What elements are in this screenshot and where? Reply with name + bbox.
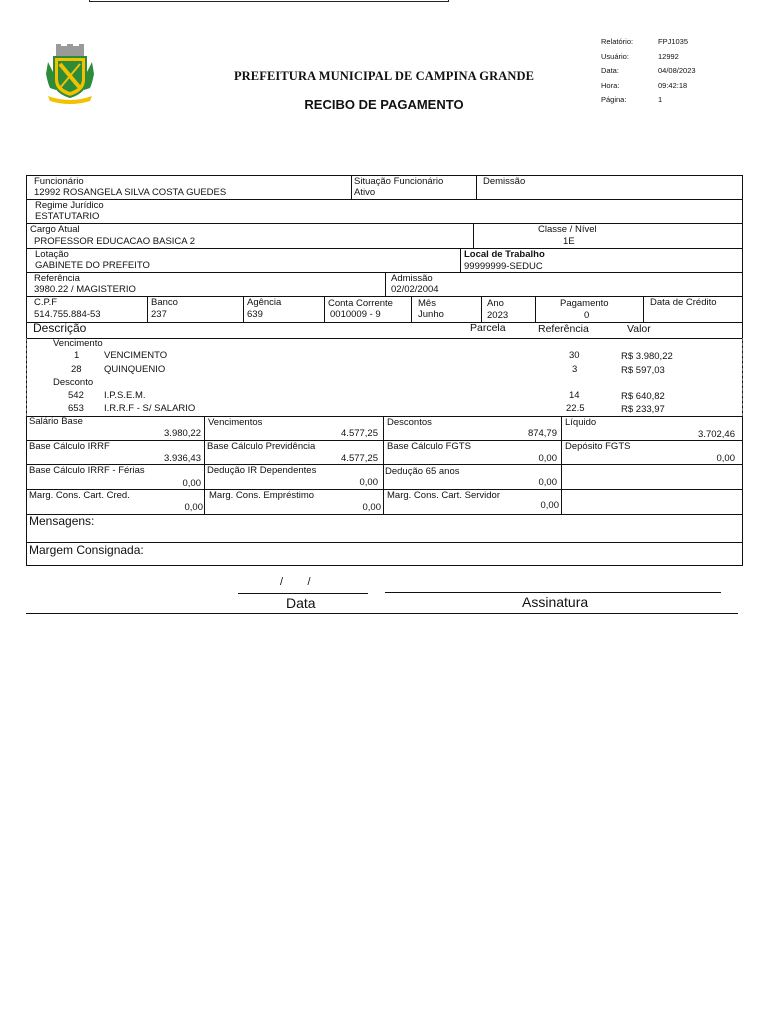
item-code: 28 bbox=[71, 364, 82, 375]
col-divider bbox=[243, 296, 244, 322]
col-divider bbox=[481, 296, 482, 322]
items-side-border bbox=[742, 338, 743, 416]
margem-consignada-label: Margem Consignada: bbox=[29, 543, 144, 557]
item-value: R$ 3.980,22 bbox=[621, 351, 673, 362]
pagamento-value: 0 bbox=[584, 310, 590, 321]
col-divider bbox=[204, 416, 205, 514]
item-code: 542 bbox=[68, 390, 84, 401]
deducao-65-value: 0,00 bbox=[538, 477, 557, 488]
item-description: I.R.R.F - S/ SALARIO bbox=[104, 403, 196, 414]
meta-value: 1 bbox=[658, 95, 663, 104]
marg-emprestimo-value: 0,00 bbox=[362, 502, 381, 513]
report-meta bbox=[601, 35, 696, 108]
col-divider bbox=[351, 176, 352, 199]
deposito-fgts-value: 0,00 bbox=[716, 453, 735, 464]
col-divider bbox=[535, 296, 536, 322]
item-description: VENCIMENTO bbox=[104, 350, 168, 361]
conta-label: Conta Corrente bbox=[328, 298, 393, 309]
col-divider bbox=[147, 296, 148, 322]
item-reference: 14 bbox=[569, 390, 580, 401]
item-reference: 22.5 bbox=[566, 403, 585, 414]
row-divider bbox=[27, 296, 742, 297]
marg-emprestimo-label: Marg. Cons. Empréstimo bbox=[209, 490, 315, 501]
admissao-label: Admissão bbox=[391, 273, 433, 284]
base-irrf-ferias-value: 0,00 bbox=[182, 478, 201, 489]
col-divider bbox=[383, 416, 384, 514]
lotacao-label: Lotação bbox=[35, 249, 69, 260]
ano-value: 2023 bbox=[487, 310, 509, 321]
agencia-label: Agência bbox=[247, 297, 282, 308]
cpf-label: C.P.F bbox=[34, 297, 58, 308]
referencia-value: 3980.22 / MAGISTERIO bbox=[34, 284, 136, 295]
footer-rule bbox=[26, 613, 738, 614]
cargo-value: PROFESSOR EDUCACAO BASICA 2 bbox=[34, 236, 196, 247]
agencia-value: 639 bbox=[247, 309, 263, 320]
meta-value: FPJ1035 bbox=[658, 37, 689, 46]
vencimentos-value: 4.577,25 bbox=[341, 428, 378, 439]
item-reference: 3 bbox=[572, 364, 578, 375]
admissao-value: 02/02/2004 bbox=[391, 284, 439, 295]
vencimentos-label: Vencimentos bbox=[208, 417, 263, 428]
marg-servidor-label: Marg. Cons. Cart. Servidor bbox=[387, 490, 500, 501]
date-line bbox=[238, 593, 368, 594]
base-fgts-label: Base Cálculo FGTS bbox=[387, 441, 471, 452]
col-divider bbox=[324, 296, 325, 322]
local-trabalho-label: Local de Trabalho bbox=[464, 249, 545, 260]
marg-cred-value: 0,00 bbox=[184, 502, 203, 513]
col-divider bbox=[561, 416, 562, 514]
meta-key: Página: bbox=[601, 95, 627, 104]
conta-value: 0010009 - 9 bbox=[330, 309, 381, 320]
row-divider bbox=[27, 514, 742, 515]
base-irrf-ferias-label: Base Cálculo IRRF - Férias bbox=[29, 465, 145, 476]
meta-key: Usuário: bbox=[601, 51, 629, 61]
situacao-label: Situação Funcionário bbox=[354, 176, 444, 187]
row-divider bbox=[27, 489, 742, 490]
row-divider bbox=[27, 440, 742, 441]
cpf-value: 514.755.884-53 bbox=[34, 309, 101, 320]
meta-value: 04/08/2023 bbox=[658, 66, 696, 75]
item-value: R$ 597,03 bbox=[621, 365, 665, 376]
assinatura-label: Assinatura bbox=[522, 594, 589, 610]
signature-line bbox=[385, 592, 721, 593]
base-prev-label: Base Cálculo Previdência bbox=[207, 441, 316, 452]
salario-base-value: 3.980,22 bbox=[164, 428, 201, 439]
data-label: Data bbox=[286, 595, 316, 611]
meta-value: 09:42:18 bbox=[658, 80, 688, 90]
row-divider bbox=[27, 248, 742, 249]
col-divider bbox=[476, 176, 477, 199]
funcionario-label: Funcionário bbox=[34, 176, 84, 187]
referencia-label: Referência bbox=[34, 273, 80, 284]
parcela-header: Parcela bbox=[470, 322, 506, 334]
deposito-fgts-label: Depósito FGTS bbox=[565, 441, 631, 452]
col-divider bbox=[385, 272, 386, 296]
payslip-form bbox=[26, 175, 743, 566]
funcionario-value: 12992 ROSANGELA SILVA COSTA GUEDES bbox=[34, 187, 227, 198]
valor-header: Valor bbox=[627, 323, 651, 335]
item-value: R$ 233,97 bbox=[621, 404, 665, 415]
org-name: PREFEITURA MUNICIPAL DE CAMPINA GRANDE bbox=[233, 69, 535, 83]
marg-servidor-value: 0,00 bbox=[540, 500, 559, 511]
base-irrf-value: 3.936,43 bbox=[164, 453, 201, 464]
date-placeholder: / / bbox=[280, 576, 311, 588]
descontos-value: 874,79 bbox=[527, 428, 557, 439]
banco-label: Banco bbox=[151, 297, 178, 308]
col-divider bbox=[643, 296, 644, 322]
top-frame bbox=[89, 0, 449, 2]
row-divider bbox=[27, 223, 742, 224]
demissao-label: Demissão bbox=[483, 176, 526, 187]
local-trabalho-value: 99999999-SEDUC bbox=[464, 261, 543, 272]
regime-label: Regime Jurídico bbox=[35, 200, 104, 211]
meta-key: Relatório: bbox=[601, 37, 634, 46]
item-code: 653 bbox=[68, 403, 84, 414]
referencia-header: Referência bbox=[538, 323, 589, 335]
col-divider bbox=[411, 296, 412, 322]
group-label-desconto: Desconto bbox=[53, 377, 94, 388]
classe-value: 1E bbox=[563, 236, 575, 247]
items-side-border bbox=[26, 338, 27, 416]
descricao-header: Descrição bbox=[33, 321, 87, 335]
meta-key: Hora: bbox=[601, 80, 620, 90]
group-label-vencimento: Vencimento bbox=[53, 338, 103, 349]
cargo-label: Cargo Atual bbox=[30, 224, 80, 235]
row-divider bbox=[27, 416, 742, 417]
col-divider bbox=[473, 223, 474, 248]
mes-value: Junho bbox=[418, 309, 444, 320]
item-value: R$ 640,82 bbox=[621, 391, 665, 402]
data-credito-label: Data de Crédito bbox=[650, 297, 717, 308]
row-divider bbox=[27, 199, 742, 200]
descontos-label: Descontos bbox=[387, 417, 432, 428]
row-divider bbox=[27, 338, 742, 339]
col-divider bbox=[460, 248, 461, 272]
item-reference: 30 bbox=[569, 350, 580, 361]
liquido-value: 3.702,46 bbox=[698, 429, 735, 440]
deducao-dependentes-value: 0,00 bbox=[359, 477, 378, 488]
marg-cred-label: Marg. Cons. Cart. Cred. bbox=[29, 490, 130, 501]
meta-key: Data: bbox=[601, 66, 619, 75]
liquido-label: Líquido bbox=[565, 417, 597, 428]
classe-label: Classe / Nível bbox=[538, 224, 597, 235]
item-description: QUINQUENIO bbox=[104, 364, 166, 375]
pagamento-label: Pagamento bbox=[560, 298, 609, 309]
ano-label: Ano bbox=[487, 298, 504, 309]
banco-value: 237 bbox=[151, 309, 167, 320]
deducao-dependentes-label: Dedução IR Dependentes bbox=[207, 465, 317, 476]
base-prev-value: 4.577,25 bbox=[341, 453, 378, 464]
item-code: 1 bbox=[74, 350, 80, 361]
regime-value: ESTATUTARIO bbox=[35, 211, 100, 222]
mes-label: Mês bbox=[418, 298, 436, 309]
meta-value: 12992 bbox=[658, 51, 679, 61]
base-fgts-value: 0,00 bbox=[538, 453, 557, 464]
salario-base-label: Salário Base bbox=[29, 416, 83, 427]
item-description: I.P.S.E.M. bbox=[104, 390, 146, 401]
deducao-65-label: Dedução 65 anos bbox=[385, 466, 460, 477]
base-irrf-label: Base Cálculo IRRF bbox=[29, 441, 110, 452]
document-title: RECIBO DE PAGAMENTO bbox=[304, 97, 464, 112]
lotacao-value: GABINETE DO PREFEITO bbox=[35, 260, 150, 271]
mensagens-label: Mensagens: bbox=[29, 514, 95, 528]
situacao-value: Ativo bbox=[354, 187, 376, 198]
